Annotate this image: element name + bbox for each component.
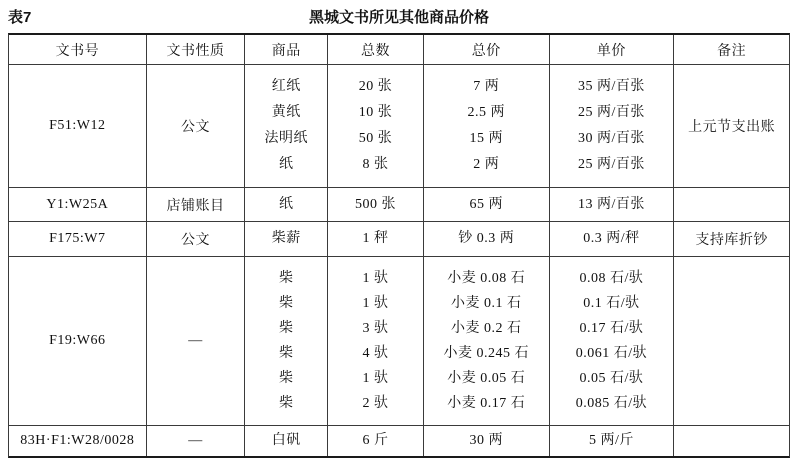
total-price-cell-line: 小麦 0.08 石 bbox=[447, 270, 526, 286]
quantity-cell bbox=[328, 426, 424, 456]
column-header-commodity: 商品 bbox=[245, 35, 328, 64]
column-header-doc-number: 文书号 bbox=[9, 35, 147, 64]
quantity-cell-line: 6 斤 bbox=[362, 433, 389, 449]
doc-number-cell: Y1:W25A bbox=[9, 188, 147, 221]
quantity-cell-line: 20 张 bbox=[358, 79, 393, 95]
total-price-cell-line: 2.5 两 bbox=[467, 105, 505, 121]
table-row-group bbox=[9, 222, 789, 257]
table-header-row bbox=[9, 35, 789, 65]
total-price-cell bbox=[424, 426, 550, 456]
doc-number-cell: F175:W7 bbox=[9, 222, 147, 256]
unit-price-cell-line: 25 两/百张 bbox=[577, 157, 645, 173]
total-price-cell-line: 小麦 0.17 石 bbox=[447, 395, 526, 411]
doc-nature-cell: 公文 bbox=[147, 222, 246, 256]
commodity-cell-line: 柴 bbox=[279, 395, 294, 411]
total-price-cell-line: 30 两 bbox=[469, 433, 503, 449]
commodity-cell-line: 柴 bbox=[279, 320, 294, 336]
unit-price-cell-line: 0.1 石/驮 bbox=[583, 295, 640, 311]
column-header-notes: 备注 bbox=[717, 43, 747, 59]
quantity-cell-line: 4 驮 bbox=[362, 345, 389, 361]
total-price-cell-line: 2 两 bbox=[473, 157, 500, 173]
column-header-quantity: 总数 bbox=[328, 35, 424, 64]
commodity-cell-line: 柴 bbox=[279, 345, 294, 361]
total-price-cell-line: 钞 0.3 两 bbox=[458, 231, 515, 247]
unit-price-cell-line: 13 两/百张 bbox=[577, 196, 645, 212]
column-header-unit-price: 单价 bbox=[550, 35, 675, 64]
total-price-cell-line: 小麦 0.05 石 bbox=[447, 370, 526, 386]
total-price-cell-line: 65 两 bbox=[469, 196, 503, 212]
doc-nature-cell: 公文 bbox=[147, 65, 246, 187]
quantity-cell-line: 1 驮 bbox=[362, 295, 389, 311]
table-label: 表7 bbox=[8, 9, 32, 26]
total-price-cell-line: 小麦 0.245 石 bbox=[443, 345, 529, 361]
unit-price-cell-line: 35 两/百张 bbox=[577, 79, 645, 95]
total-price-cell bbox=[424, 188, 550, 221]
commodity-cell-line: 纸 bbox=[279, 196, 294, 212]
unit-price-cell-line: 25 两/百张 bbox=[577, 105, 645, 121]
doc-number-cell: F19:W66 bbox=[9, 257, 147, 425]
quantity-cell-line: 500 张 bbox=[355, 196, 397, 212]
quantity-cell bbox=[328, 222, 424, 256]
doc-number-cell: 83H·F1:W28/0028 bbox=[9, 426, 147, 456]
table-row-group bbox=[9, 65, 789, 188]
commodity-cell-line: 白矾 bbox=[271, 433, 301, 449]
unit-price-cell-line: 0.3 两/秤 bbox=[583, 231, 640, 247]
note-cell bbox=[674, 426, 789, 456]
unit-price-cell-line: 0.061 石/驮 bbox=[575, 345, 648, 361]
commodity-cell-line: 柴薪 bbox=[271, 231, 301, 247]
commodity-cell-line: 柴 bbox=[279, 295, 294, 311]
commodity-cell-line: 纸 bbox=[279, 157, 294, 173]
unit-price-cell bbox=[550, 222, 675, 256]
commodity-cell-line: 红纸 bbox=[271, 79, 301, 95]
total-price-cell-line: 小麦 0.2 石 bbox=[451, 320, 522, 336]
total-price-cell-line: 7 两 bbox=[473, 79, 500, 95]
unit-price-cell-line: 0.08 石/驮 bbox=[579, 270, 644, 286]
total-price-cell-line: 15 两 bbox=[469, 131, 503, 147]
column-header-total-price: 总价 bbox=[424, 35, 550, 64]
note-cell: 上元节支出账 bbox=[688, 120, 776, 135]
commodity-cell-line: 法明纸 bbox=[264, 131, 309, 147]
doc-number-cell: F51:W12 bbox=[9, 65, 147, 187]
note-cell: 支持库折钞 bbox=[695, 233, 768, 248]
unit-price-cell bbox=[550, 65, 675, 187]
unit-price-cell bbox=[550, 426, 675, 456]
note-cell bbox=[674, 257, 789, 425]
unit-price-cell bbox=[550, 188, 675, 221]
commodity-cell-line: 黄纸 bbox=[271, 105, 301, 121]
table-row-group bbox=[9, 426, 789, 456]
doc-nature-cell: — bbox=[147, 257, 246, 425]
table-row-group bbox=[9, 188, 789, 222]
quantity-cell-line: 1 驮 bbox=[362, 270, 389, 286]
unit-price-cell-line: 30 两/百张 bbox=[577, 131, 645, 147]
quantity-cell bbox=[328, 65, 424, 187]
quantity-cell-line: 1 秤 bbox=[362, 231, 389, 247]
commodity-cell bbox=[245, 188, 328, 221]
quantity-cell bbox=[328, 188, 424, 221]
commodity-cell bbox=[245, 257, 328, 425]
total-price-cell bbox=[424, 222, 550, 256]
doc-nature-cell: 店铺账目 bbox=[147, 188, 246, 221]
quantity-cell-line: 8 张 bbox=[362, 157, 389, 173]
unit-price-cell-line: 0.05 石/驮 bbox=[579, 370, 644, 386]
unit-price-cell bbox=[550, 257, 675, 425]
unit-price-cell-line: 0.085 石/驮 bbox=[575, 395, 648, 411]
quantity-cell-line: 2 驮 bbox=[362, 395, 389, 411]
commodity-cell bbox=[245, 426, 328, 456]
table-body bbox=[9, 65, 789, 456]
quantity-cell-line: 1 驮 bbox=[362, 370, 389, 386]
unit-price-cell-line: 5 两/斤 bbox=[588, 433, 634, 449]
commodity-cell-line: 柴 bbox=[279, 270, 294, 286]
table-caption-row bbox=[8, 3, 790, 29]
table-row-group bbox=[9, 257, 789, 426]
commodity-cell bbox=[245, 65, 328, 187]
quantity-cell-line: 50 张 bbox=[358, 131, 393, 147]
doc-nature-cell: — bbox=[147, 426, 246, 456]
commodity-cell bbox=[245, 222, 328, 256]
unit-price-cell-line: 0.17 石/驮 bbox=[579, 320, 644, 336]
total-price-cell-line: 小麦 0.1 石 bbox=[451, 295, 522, 311]
quantity-cell-line: 10 张 bbox=[358, 105, 393, 121]
table-title: 黑城文书所见其他商品价格 bbox=[308, 9, 489, 26]
total-price-cell bbox=[424, 65, 550, 187]
quantity-cell-line: 3 驮 bbox=[362, 320, 389, 336]
note-cell bbox=[674, 188, 789, 221]
total-price-cell bbox=[424, 257, 550, 425]
column-header-doc-nature: 文书性质 bbox=[147, 35, 246, 64]
quantity-cell bbox=[328, 257, 424, 425]
commodity-cell-line: 柴 bbox=[279, 370, 294, 386]
price-table bbox=[8, 33, 790, 458]
